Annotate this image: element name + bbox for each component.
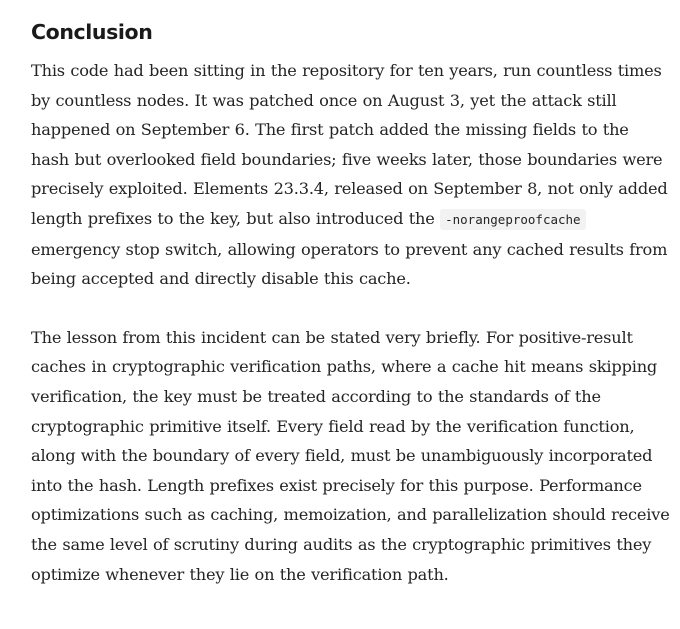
paragraph-1-text-before-code: This code had been sitting in the repository for ten years, run countless times by countless nodes. It was patched once on August 3, yet the attack still happened on September 6. The first patch added the missing fields to the hash but overlooked field boundaries; five weeks later, those boundaries were precisely exploited. Elements 23.3.4, released on September 8, not only added length prefixes to the key, but also introduced the — [31, 61, 668, 228]
inline-code-flag: -norangeproofcache — [440, 209, 585, 230]
article-body — [31, 14, 671, 589]
paragraph-1-text-after-code: emergency stop switch, allowing operators to prevent any cached results from being accepted and directly disable this cache. — [31, 239, 668, 289]
paragraph-2: The lesson from this incident can be stated very briefly. For positive-result caches in cryptographic verification paths, where a cache hit means skipping verification, the key must be treated according to the standards of the cryptographic primitive itself. Every field read by the verification function, along with the boundary of every field, must be unambiguously incorporated into the hash. Length prefixes exist precisely for this purpose. Performance optimizations such as caching, memoization, and parallelization should receive the same level of scrutiny during audits as the cryptographic primitives they optimize whenever they lie on the verification path. — [31, 327, 670, 584]
paragraph-1 — [31, 56, 671, 294]
section-heading: Conclusion — [31, 20, 153, 44]
